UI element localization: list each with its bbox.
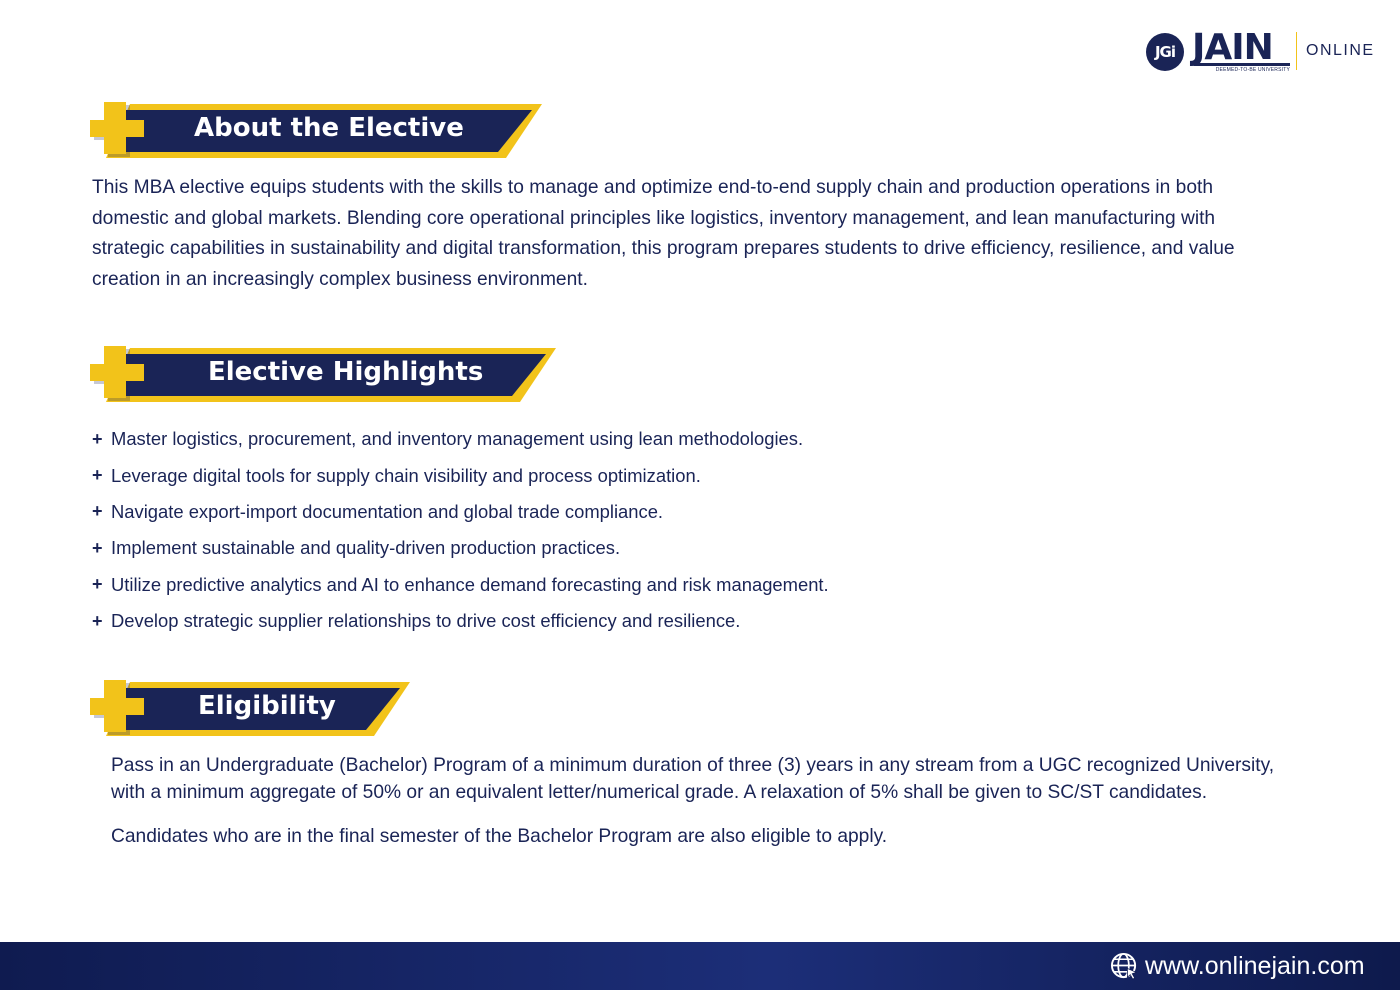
highlights-section-banner (90, 346, 562, 406)
jain-online-logo (1146, 27, 1376, 73)
logo-online-label: ONLINE (1306, 42, 1375, 59)
highlights-list (92, 421, 1292, 639)
eligibility-paragraph: Candidates who are in the final semester of the Bachelor Program are also eligible to apply. (111, 826, 888, 847)
website-link[interactable]: www.onlinejain.com (1145, 952, 1365, 980)
eligibility-section-banner (90, 680, 414, 740)
plus-icon: + (92, 501, 103, 522)
eligibility-text (111, 752, 1311, 867)
globe-icon (1110, 952, 1139, 981)
logo-divider (1296, 32, 1297, 70)
highlights-section-title: Elective Highlights (208, 357, 484, 387)
logo-jain-wordmark: JAIN (1192, 27, 1273, 68)
plus-icon: + (92, 537, 103, 558)
list-item: + Implement sustainable and quality-driven production practices. (92, 537, 621, 559)
list-item: + Leverage digital tools for supply chain visibility and process optimization. (92, 464, 701, 486)
logo-tagline: DEEMED-TO-BE UNIVERSITY (1194, 63, 1290, 73)
about-section-title: About the Elective (194, 113, 464, 143)
plus-icon: + (92, 574, 103, 595)
about-paragraph: This MBA elective equips students with the skills to manage and optimize end-to-end supply chain and production operations in both domestic and global markets. Blending core operational principles like logistics, inventory management, and lean manufacturing with strategic capabilities in sustainability and digital transformation, this program prepares students to drive efficiency, resilience, and value creation in an increasingly complex business environment. (92, 177, 1235, 290)
plus-icon: + (92, 465, 103, 486)
list-item: + Master logistics, procurement, and inventory management using lean methodologies. (92, 428, 804, 450)
list-item: + Develop strategic supplier relationships to drive cost efficiency and resilience. (92, 610, 741, 632)
eligibility-section-title: Eligibility (198, 691, 336, 721)
plus-icon: + (92, 610, 103, 631)
footer-bar (0, 942, 1400, 990)
plus-icon: + (92, 428, 103, 449)
eligibility-paragraph: Pass in an Undergraduate (Bachelor) Program of a minimum duration of three (3) years in any stream from a UGC recognized University, with a minimum aggregate of 50% or an equivalent letter/numerical grade. A relaxation of 5% shall be given to SC/ST candidates. (111, 755, 1275, 803)
jgi-logo-mark: JGi (1146, 33, 1184, 71)
about-section-banner (90, 102, 550, 162)
list-item: + Navigate export-import documentation and global trade compliance. (92, 500, 664, 522)
list-item: + Utilize predictive analytics and AI to enhance demand forecasting and risk management. (92, 573, 829, 595)
